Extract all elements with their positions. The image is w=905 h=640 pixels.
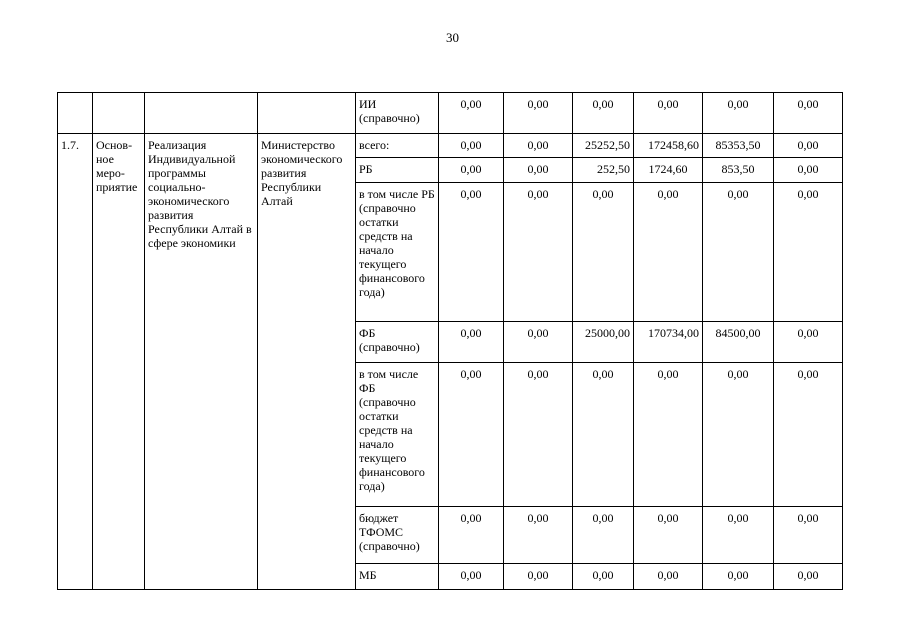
funding-source-cell: ФБ (справочно) <box>356 322 439 363</box>
value-cell: 0,00 <box>774 322 843 363</box>
funding-source-cell: в том числе ФБ (справочно остатки средств на начало текущего финансового года) <box>356 363 439 507</box>
item-executor-cell: Министерство экономического развития Республики Алтай <box>258 134 356 590</box>
value-cell: 0,00 <box>573 507 634 564</box>
item-type-cell: Основ-ное меро-приятие <box>93 134 145 590</box>
value-cell: 0,00 <box>774 183 843 322</box>
value-cell: 0,00 <box>504 564 573 590</box>
value-cell: 0,00 <box>439 322 504 363</box>
funding-source-cell: бюджет ТФОМС (справочно) <box>356 507 439 564</box>
table-row-carryover <box>58 93 843 134</box>
value-cell: 0,00 <box>439 564 504 590</box>
value-cell: 84500,00 <box>703 322 774 363</box>
value-cell: 0,00 <box>774 93 843 134</box>
value-cell: 25252,50 <box>573 134 634 158</box>
value-cell: 0,00 <box>703 183 774 322</box>
table-row <box>58 134 843 158</box>
value-cell: 0,00 <box>634 507 703 564</box>
value-cell: 252,50 <box>573 158 634 183</box>
value-cell: 0,00 <box>504 322 573 363</box>
value-cell: 0,00 <box>439 363 504 507</box>
value-cell: 0,00 <box>439 93 504 134</box>
value-cell: 0,00 <box>439 183 504 322</box>
item-name-cell: Реализация Индивидуальной программы социально-экономического развития Республики Алтай в сфере экономики <box>145 134 258 590</box>
value-cell: 0,00 <box>573 564 634 590</box>
value-cell: 172458,60 <box>634 134 703 158</box>
value-cell: 0,00 <box>634 363 703 507</box>
value-cell: 0,00 <box>439 158 504 183</box>
value-cell: 170734,00 <box>634 322 703 363</box>
value-cell: 0,00 <box>504 183 573 322</box>
value-cell: 0,00 <box>573 363 634 507</box>
value-cell: 1724,60 <box>634 158 703 183</box>
value-cell: 0,00 <box>439 507 504 564</box>
empty-cell <box>258 93 356 134</box>
item-number-cell: 1.7. <box>58 134 93 590</box>
value-cell: 0,00 <box>634 183 703 322</box>
funding-source-cell: МБ <box>356 564 439 590</box>
value-cell: 0,00 <box>439 134 504 158</box>
value-cell: 0,00 <box>504 363 573 507</box>
value-cell: 0,00 <box>573 93 634 134</box>
funding-source-cell: РБ <box>356 158 439 183</box>
value-cell: 0,00 <box>774 158 843 183</box>
funding-source-cell: ИИ (справочно) <box>356 93 439 134</box>
empty-cell <box>93 93 145 134</box>
value-cell: 0,00 <box>573 183 634 322</box>
value-cell: 0,00 <box>774 134 843 158</box>
value-cell: 0,00 <box>703 507 774 564</box>
value-cell: 0,00 <box>634 93 703 134</box>
value-cell: 0,00 <box>703 93 774 134</box>
value-cell: 0,00 <box>703 363 774 507</box>
value-cell: 0,00 <box>774 363 843 507</box>
value-cell: 0,00 <box>774 507 843 564</box>
value-cell: 0,00 <box>703 564 774 590</box>
value-cell: 853,50 <box>703 158 774 183</box>
value-cell: 0,00 <box>634 564 703 590</box>
value-cell: 0,00 <box>774 564 843 590</box>
value-cell: 25000,00 <box>573 322 634 363</box>
empty-cell <box>58 93 93 134</box>
value-cell: 0,00 <box>504 134 573 158</box>
page-number: 30 <box>446 30 459 45</box>
funding-source-cell: в том числе РБ (справочно остатки средств на начало текущего финансового года) <box>356 183 439 322</box>
value-cell: 0,00 <box>504 158 573 183</box>
value-cell: 0,00 <box>504 507 573 564</box>
funding-source-cell: всего: <box>356 134 439 158</box>
value-cell: 85353,50 <box>703 134 774 158</box>
empty-cell <box>145 93 258 134</box>
budget-table <box>57 92 843 590</box>
value-cell: 0,00 <box>504 93 573 134</box>
